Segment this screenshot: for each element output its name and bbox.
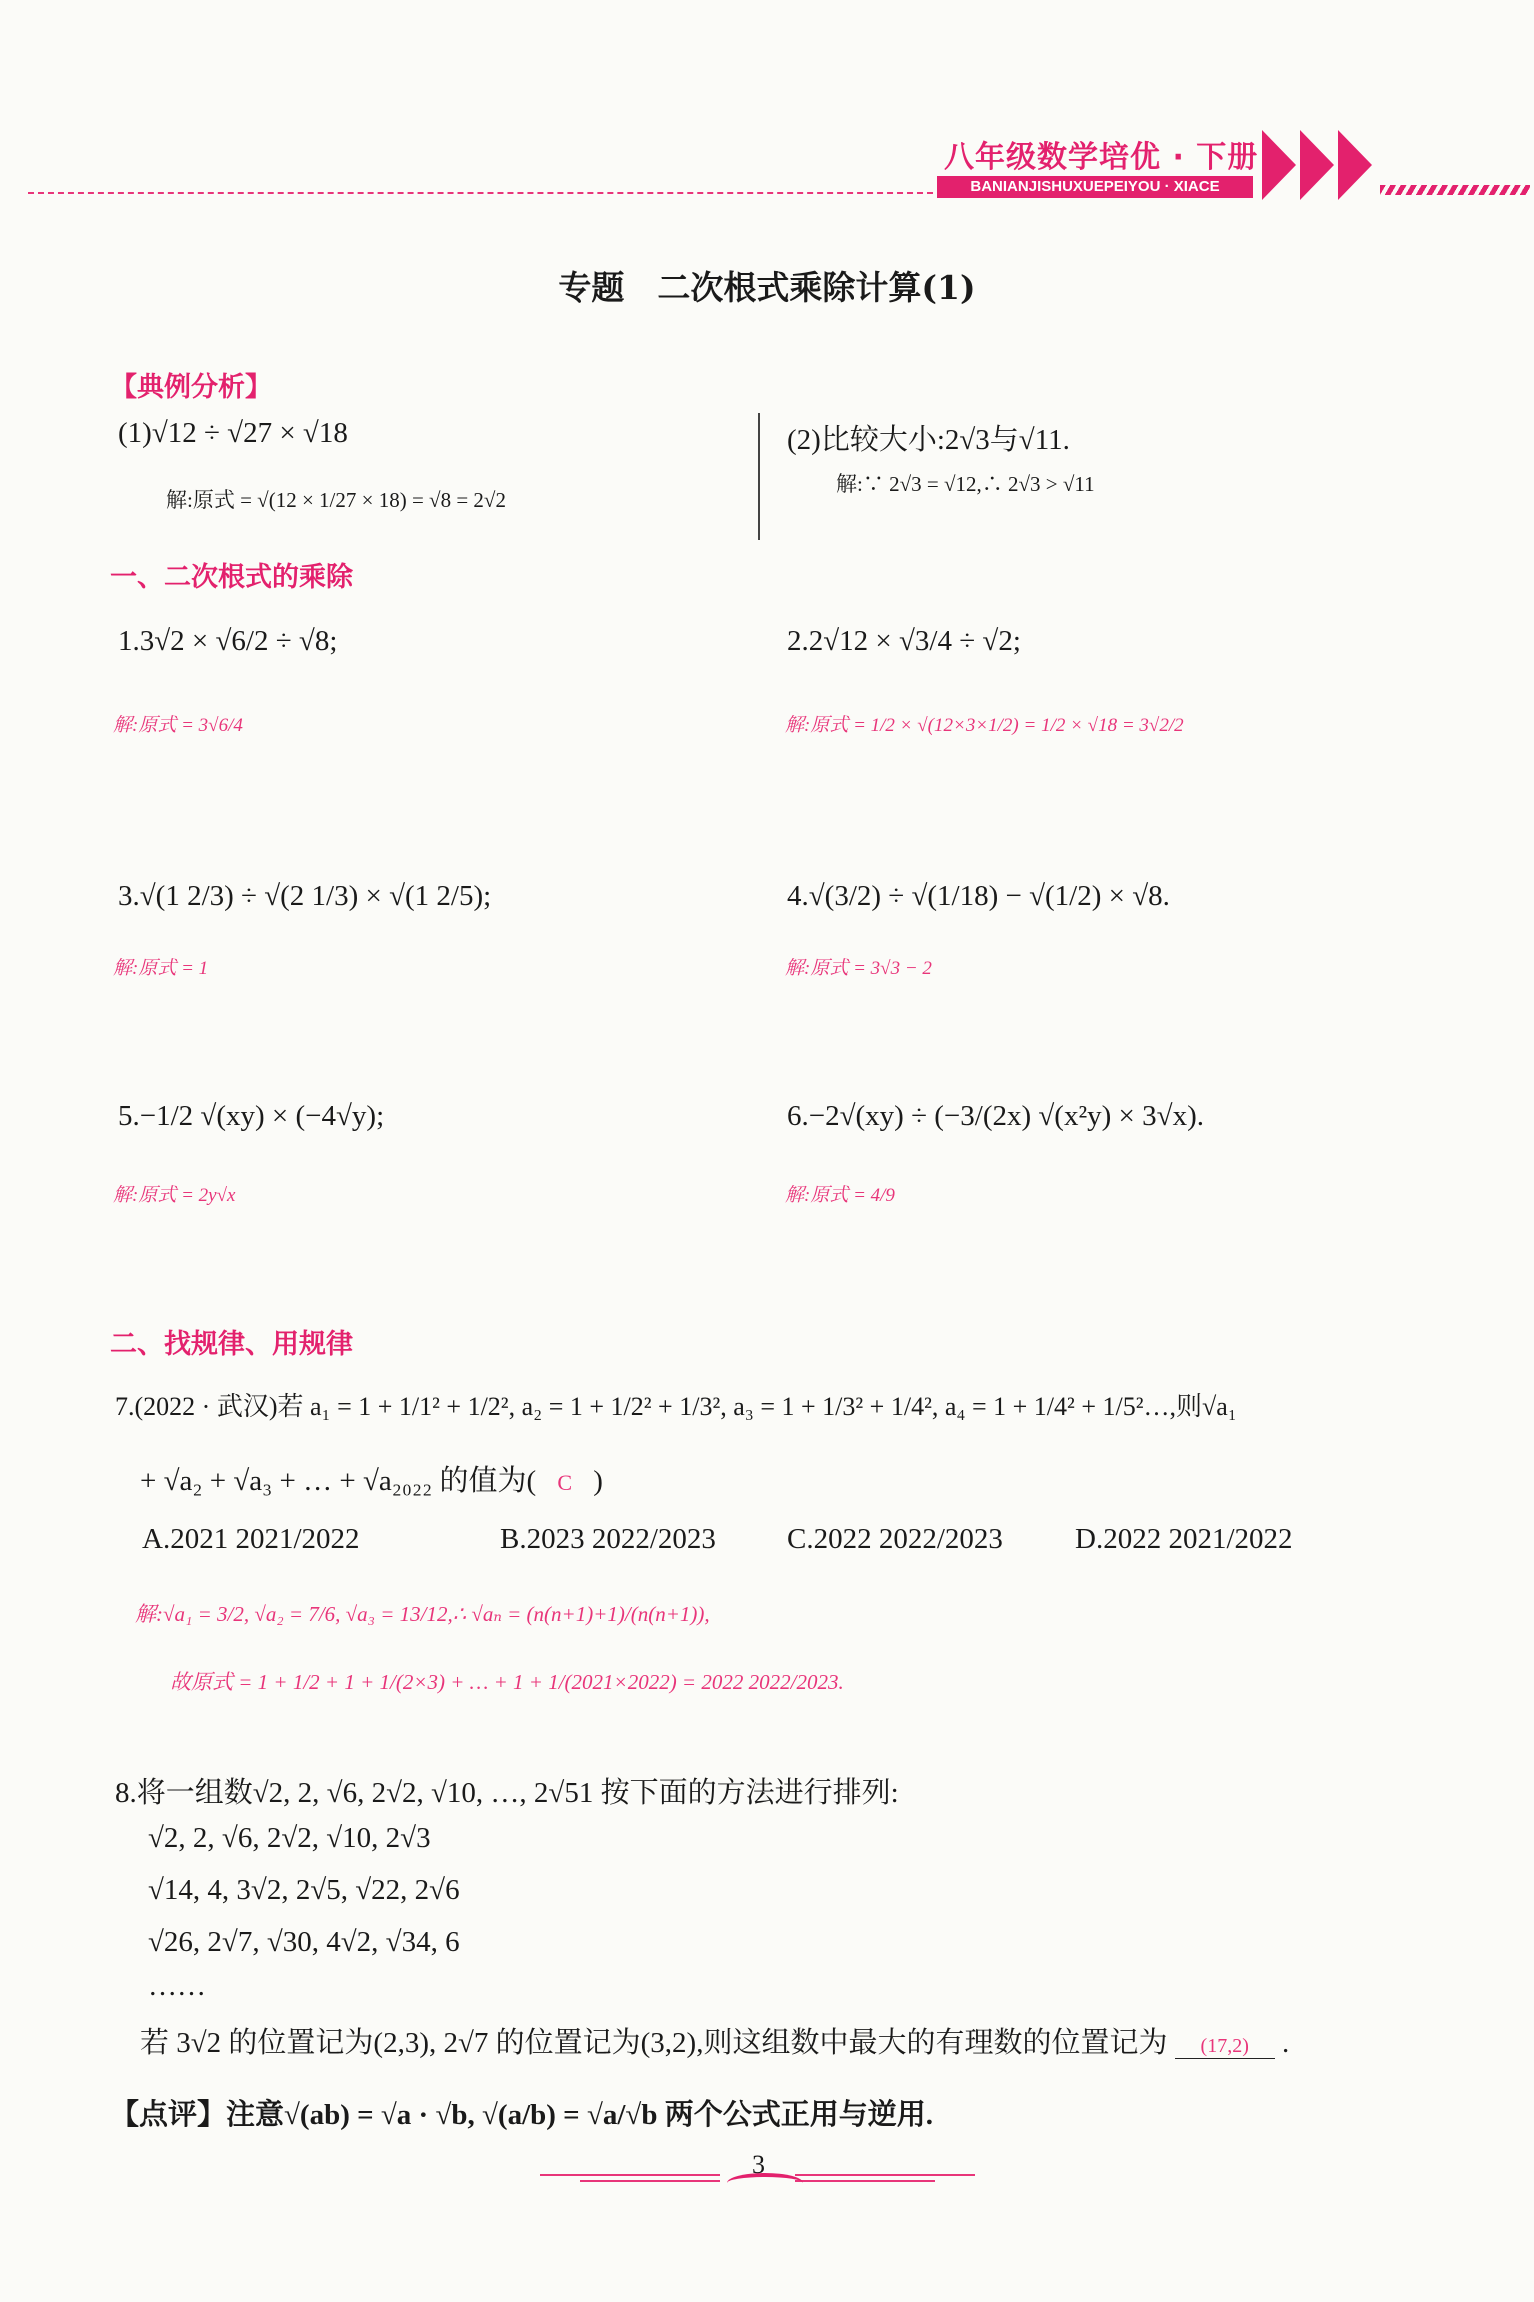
problem-3-answer: 解:原式 = 1 [113, 958, 209, 979]
problem-2: 2.2√12 × √3/4 ÷ √2; [787, 625, 1021, 657]
problem-7-line2 [140, 1458, 603, 1499]
problem-8-end: . [1281, 2027, 1290, 2059]
page-title: 专题 二次根式乘除计算(1) [558, 268, 976, 307]
problem-1-answer: 解:原式 = 3√6/4 [113, 715, 243, 736]
problem-7-solution-1: 解:√a₁ = 3/2, √a₂ = 7/6, √a₃ = 13/12,∴ √aₙ = (n(n+1)+1)/(n(n+1)), [135, 1602, 710, 1626]
section-example-heading: 【典例分析】 [110, 372, 272, 402]
problem-1: 1.3√2 × √6/2 ÷ √8; [118, 625, 338, 657]
column-divider [758, 413, 760, 540]
problem-5: 5.−1/2 √(xy) × (−4√y); [118, 1100, 385, 1132]
problem-7-solution-2: 故原式 = 1 + 1/2 + 1 + 1/(2×3) + … + 1 + 1/(2021×2022) = 2022 2022/2023. [170, 1670, 844, 1694]
problem-4-answer: 解:原式 = 3√3 − 2 [785, 958, 932, 979]
problem-6: 6.−2√(xy) ÷ (−3/(2x) √(x²y) × 3√x). [787, 1100, 1204, 1132]
page-number: 3 [752, 2150, 765, 2179]
example1-question-text: (1)√12 ÷ √27 × √18 [118, 417, 348, 449]
option-a: A.2021 2021/2022 [142, 1523, 360, 1555]
problem-8-question: 若 3√2 的位置记为(2,3), 2√7 的位置记为(3,2),则这组数中最大的有理数的位置记为 [140, 2027, 1168, 2059]
problem-5-answer: 解:原式 = 2y√x [113, 1185, 236, 1206]
problem-7-stem: + √a₂ + √a₃ + … + √a₂₀₂₂ 的值为( [140, 1465, 537, 1497]
problem-8-answer: (17,2) [1175, 2035, 1275, 2059]
problem-3: 3.√(1 2/3) ÷ √(2 1/3) × √(1 2/5); [118, 880, 492, 912]
option-d: D.2022 2021/2022 [1075, 1523, 1293, 1555]
example2-question: (2)比较大小:2√3与√11. [787, 424, 1070, 456]
option-c: C.2022 2022/2023 [787, 1523, 1003, 1555]
header-dashed-rule [28, 192, 933, 194]
footer-rule-left-2 [580, 2180, 720, 2182]
option-b: B.2023 2022/2023 [500, 1523, 716, 1555]
header-title: 八年级数学培优 · 下册 [944, 140, 1259, 175]
problem-2-answer: 解:原式 = 1/2 × √(12×3×1/2) = 1/2 × √18 = 3√2/2 [785, 715, 1184, 736]
section1-heading: 一、二次根式的乘除 [110, 562, 353, 592]
chevron-icon [1262, 130, 1296, 200]
problem-8-row-1: √2, 2, √6, 2√2, √10, 2√3 [148, 1822, 431, 1854]
problem-8-row-4: …… [148, 1970, 206, 2002]
comment: 【点评】注意√(ab) = √a · √b, √(a/b) = √a/√b 两个公式正用与逆用. [110, 2099, 933, 2131]
section2-heading: 二、找规律、用规律 [110, 1329, 353, 1359]
footer-rule-right-2 [795, 2180, 935, 2182]
chevron-icon [1338, 130, 1372, 200]
problem-8-row-2: √14, 4, 3√2, 2√5, √22, 2√6 [148, 1874, 460, 1906]
problem-7-line1: 7.(2022 · 武汉)若 a₁ = 1 + 1/1² + 1/2², a₂ = 1 + 1/2² + 1/3², a₃ = 1 + 1/3² + 1/4², a₄ = 1 + 1/4² + 1/5²…,则√a₁ [115, 1392, 1237, 1421]
example1-solution: 解:原式 = √(12 × 1/27 × 18) = √8 = 2√2 [166, 488, 506, 512]
example2-solution: 解:∵ 2√3 = √12,∴ 2√3 > √11 [836, 472, 1095, 496]
problem-7-answer: C [557, 1470, 573, 1495]
problem-4: 4.√(3/2) ÷ √(1/18) − √(1/2) × √8. [787, 880, 1170, 912]
problem-6-answer: 解:原式 = 4/9 [785, 1185, 895, 1206]
footer-wave-icon [727, 2173, 803, 2193]
problem-8-line1: 8.将一组数√2, 2, √6, 2√2, √10, …, 2√51 按下面的方法进行排列: [115, 1777, 899, 1809]
footer-rule-left [540, 2174, 720, 2176]
problem-8-row-3: √26, 2√7, √30, 4√2, √34, 6 [148, 1926, 460, 1958]
problem-7-close: ) [593, 1465, 603, 1497]
header-hatch-rule [1380, 185, 1530, 195]
chevron-icon [1300, 130, 1334, 200]
footer-rule-right [795, 2174, 975, 2176]
header-subtitle: BANIANJISHUXUEPEIYOU · XIACE [937, 176, 1253, 198]
